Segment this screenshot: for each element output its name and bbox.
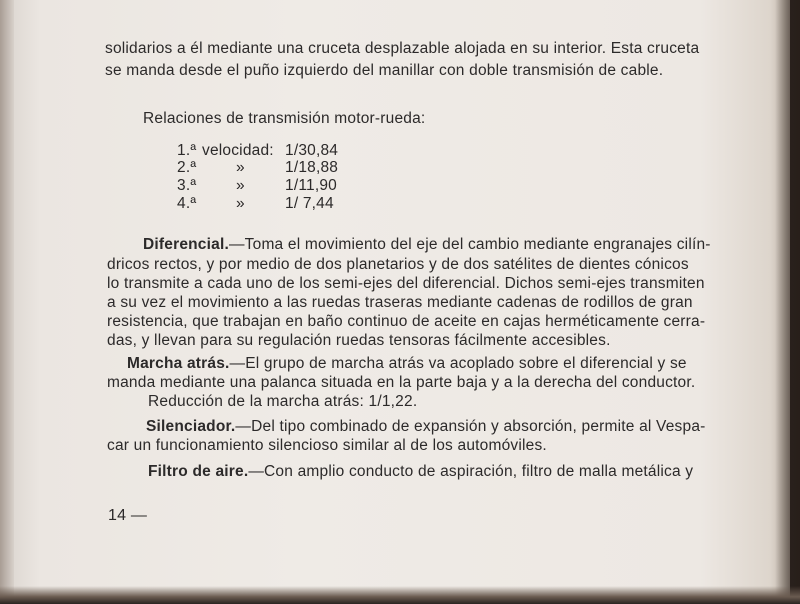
diferencial-line: lo transmite a cada uno de los semi-ejes del diferencial. Dichos semi-ejes transmiten [107,275,705,292]
ratio-value: 1/11,90 [285,177,337,194]
diferencial-line: das, y llevan para su regulación ruedas tensoras fácilmente accesibles. [107,332,611,349]
marcha-atras-line: manda mediante una palanca situada en la parte baja y a la derecha del conductor. [107,374,696,391]
silenciador-line: car un funcionamiento silencioso similar al de los automóviles. [107,437,547,454]
marcha-atras-text: —El grupo de marcha atrás va acoplado sobre el diferencial y se [229,355,687,372]
diferencial-line: resistencia, que trabajan en baño continuo de aceite en cajas herméticamente cerra- [107,313,706,330]
ratio-value: 1/18,88 [285,159,339,176]
diferencial-line: a su vez el movimiento a las ruedas traseras mediante cadenas de rodillos de gran [107,294,693,311]
silenciador-text: —Del tipo combinado de expansión y absorción, permite al Vespa- [235,418,706,435]
ratio-label: » [236,195,245,212]
filtro-title: Filtro de aire. [148,463,249,480]
marcha-atras-line: Reducción de la marcha atrás: 1/1,22. [148,393,418,410]
diferencial-first-line [143,236,711,254]
ratio-value: 1/ 7,44 [285,195,334,212]
ratio-value: 1/30,84 [285,142,339,159]
ratio-label: » [236,159,245,176]
intro-line: solidarios a él mediante una cruceta desplazable alojada en su interior. Esta cruceta [105,40,700,57]
silenciador-first-line [146,418,706,436]
ratio-label: velocidad: [202,142,274,159]
diferencial-text: —Toma el movimiento del eje del cambio mediante engranajes cilín- [228,236,711,253]
page-number: 14 — [108,507,148,524]
diferencial-line: dricos rectos, y por medio de dos planetarios y de dos satélites de dientes cónicos [107,256,689,273]
silenciador-title: Silenciador. [146,418,236,435]
intro-line: se manda desde el puño izquierdo del manillar con doble transmisión de cable. [105,62,664,79]
ratio-gear: 3.ª [177,177,197,194]
filtro-first-line [148,463,693,481]
filtro-text: —Con amplio conducto de aspiración, filtro de malla metálica y [248,463,694,480]
ratio-label: » [236,177,245,194]
marcha-atras-first-line [127,355,687,373]
relaciones-heading: Relaciones de transmisión motor-rueda: [143,110,426,127]
marcha-atras-title: Marcha atrás. [127,355,230,372]
ratio-gear: 1.ª [177,142,197,159]
ratio-gear: 4.ª [177,195,197,212]
diferencial-title: Diferencial. [143,236,229,253]
ratio-gear: 2.ª [177,159,197,176]
